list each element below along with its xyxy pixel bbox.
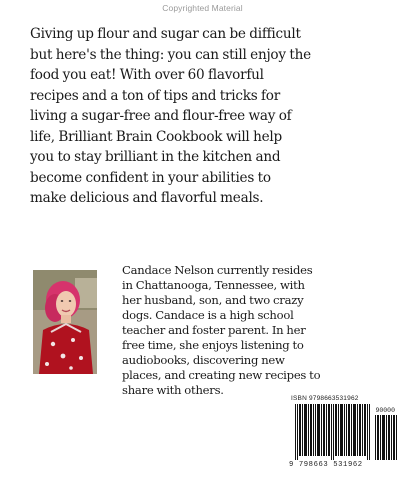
barcode-addon-bars-icon [375,415,397,460]
blurb-line: become confident in your abilities to [30,169,271,186]
bio-line: places, and creating new recipes to [122,368,321,382]
bio-line: Candace Nelson currently resides [122,263,313,277]
blurb-line: life, Brilliant Brain Cookbook will help [30,128,282,145]
copyright-watermark: Copyrighted Material [162,3,243,13]
blurb-line: you to stay brilliant in the kitchen and [30,149,281,165]
bio-line: audiobooks, discovering new [122,353,285,367]
author-photo [33,270,97,374]
bio-line: share with others. [122,383,224,397]
isbn-barcode [286,392,401,474]
book-blurb [30,24,392,209]
author-portrait [33,270,97,374]
bio-line: teacher and foster parent. In her [122,323,306,337]
author-bio [122,263,402,398]
blurb-line: make delicious and flavorful meals. [30,190,264,206]
isbn-label: ISBN 9798663531962 [291,395,359,402]
barcode-digits: 9 798663 531962 [289,461,363,469]
blurb-line: but here's the thing: you can still enjoy the [30,46,311,63]
blurb-line: food you eat! With over 60 flavorful [30,67,264,83]
price-code: 90000 [375,407,395,414]
bio-line: free time, she enjoys listening to [122,338,304,352]
bio-line: dogs. Candace is a high school [122,308,294,322]
barcode-bars-icon [295,404,371,460]
blurb-line: recipes and a ton of tips and tricks for [30,87,280,104]
bio-line: her husband, son, and two crazy [122,293,304,307]
blurb-line: Giving up flour and sugar can be difficult [30,26,301,42]
bio-line: in Chattanooga, Tennessee, with [122,278,305,292]
blurb-line: living a sugar-free and flour-free way of [30,108,292,124]
